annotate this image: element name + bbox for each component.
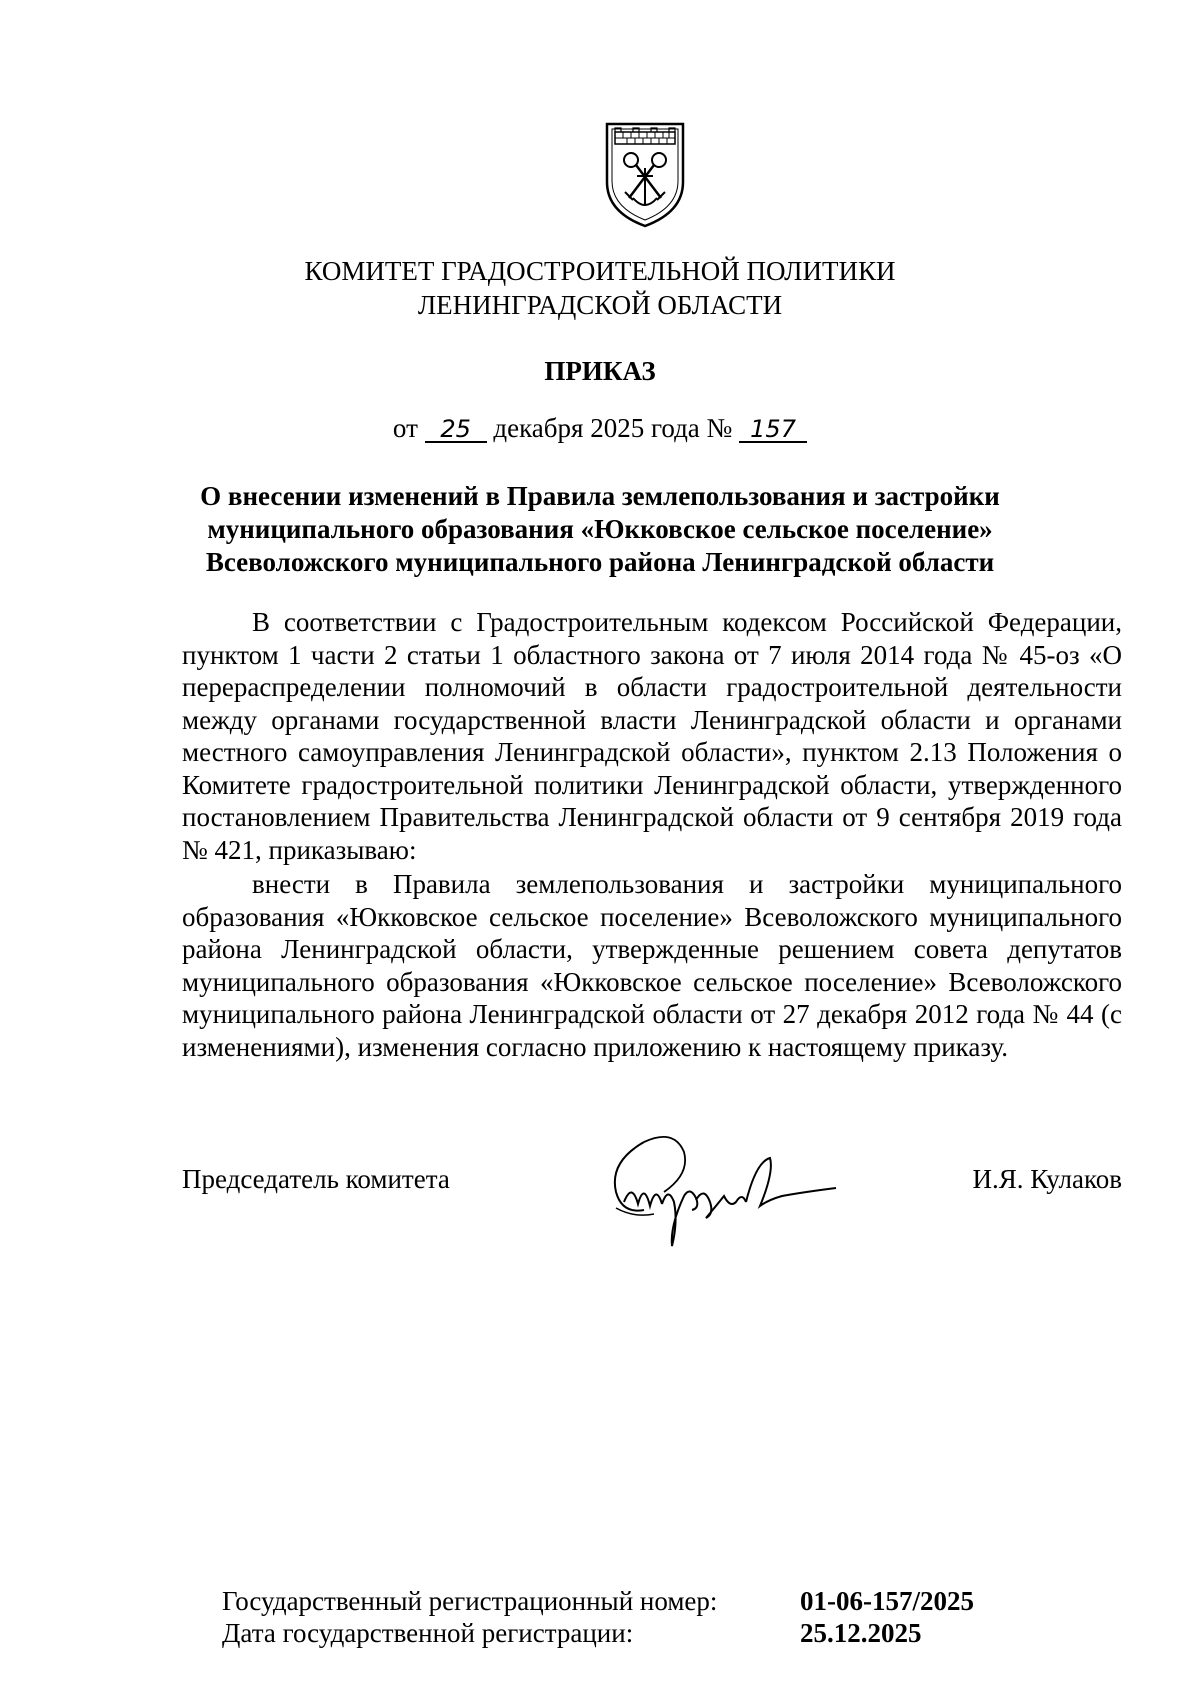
registration-number-label: Государственный регистрационный номер: <box>222 1586 718 1616</box>
order-date-line <box>0 413 1200 444</box>
body-paragraph-2: внести в Правила землепользования и застройки муниципального образования «Юкковское сельское поселение» Всеволожского муниципального района Ленинградской области, утвержденные решением совета депутатов муниципального образования «Юкковское сельское поселение» Всеволожского муниципального района Ленинградской области от 27 декабря 2012 года № 44 (с изменениями), изменения согласно приложению к настоящему приказу. <box>182 869 1122 1062</box>
committee-line-1: КОМИТЕТ ГРАДОСТРОИТЕЛЬНОЙ ПОЛИТИКИ <box>304 256 896 286</box>
leningrad-oblast-emblem-icon <box>603 120 687 230</box>
body-paragraph-1-block <box>182 606 1122 866</box>
order-title: ПРИКАЗ <box>544 356 656 386</box>
committee-name <box>0 254 1200 322</box>
order-date-middle: декабря 2025 года № <box>493 413 733 443</box>
subject-line-1: О внесении изменений в Правила землепользования и застройки <box>200 481 1000 511</box>
subject-line-3: Всеволожского муниципального района Ленинградской области <box>205 547 995 577</box>
order-date-prefix: от <box>392 413 418 443</box>
committee-line-2: ЛЕНИНГРАДСКОЙ ОБЛАСТИ <box>417 290 783 320</box>
body-paragraph-1: В соответствии с Градостроительным кодексом Российской Федерации, пунктом 1 части 2 статьи 1 областного закона от 7 июля 2014 года № 45-оз «О перераспределении полномочий в области градостроительной деятельности между органами государственной власти Ленинградской области и органами местного самоуправления Ленинградской области», пунктом 2.13 Положения о Комитете градостроительной политики Ленинградской области, утвержденного постановлением Правительства Ленинградской области от 9 сентября 2019 года № 421, приказываю: <box>182 607 1122 865</box>
signatory-name: И.Я. Кулаков <box>972 1164 1122 1194</box>
order-number-handwritten: 157 <box>739 417 807 443</box>
signatory-position: Председатель комитета <box>182 1164 450 1194</box>
handwritten-signature-icon <box>604 1122 844 1262</box>
order-day-handwritten: 25 <box>425 417 487 443</box>
subject-line-2: муниципального образования «Юкковское сельское поселение» <box>207 514 993 544</box>
registration-number-value: 01-06-157/2025 <box>800 1586 974 1616</box>
registration-date-value: 25.12.2025 <box>800 1618 922 1648</box>
order-subject <box>150 480 1050 579</box>
registration-date-label: Дата государственной регистрации: <box>222 1618 634 1648</box>
body-paragraph-2-block <box>182 868 1122 1063</box>
